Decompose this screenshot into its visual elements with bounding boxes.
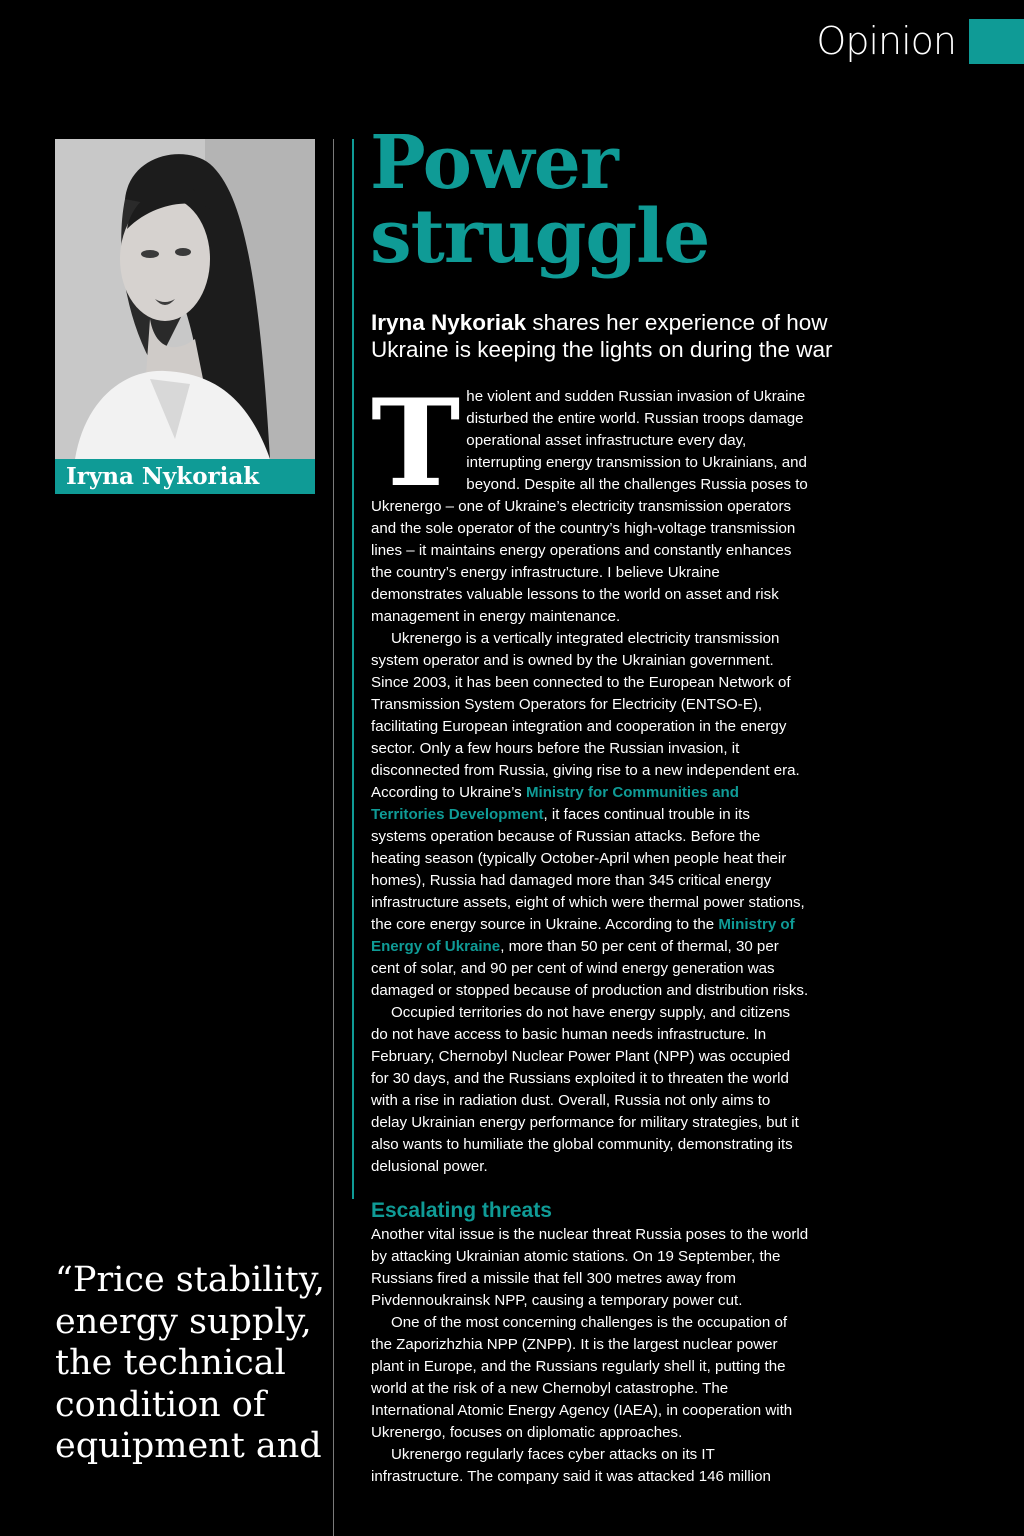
paragraph-2-text-b: , it faces continual trouble in its systems operation because of Russian attacks. Before the heating season (typically October-April when people heat their homes), Russia had damaged more than 345 critical energy infrastructure assets, eight of which were thermal power stations, the core energy source in Ukraine. According to the [371,806,805,933]
subheading: Escalating threats [371,1199,552,1222]
paragraph-4: Another vital issue is the nuclear threat Russia poses to the world by attacking Ukrainian atomic stations. On 19 September, the Russians fired a missile that fell 300 metres away from Pivdennoukrainsk NPP, causing a temporary power cut. [371,1226,809,1309]
headline-line-2: struggle [370,194,710,280]
paragraph-3: Occupied territories do not have energy supply, and citizens do not have access to basic human needs infrastructure. In February, Chernobyl Nuclear Power Plant (NPP) was occupied for 30 days, and the Russians exploited it to threaten the world with a rise in radiation dust. Overall, Russia not only aims to delay Ukrainian energy performance for military strategies, but it also wants to humiliate the global community, demonstrating its delusional power. [371,1004,799,1175]
article-body [371,373,809,1488]
headline [370,120,830,280]
paragraph-2-text-c: , more than 50 per cent of thermal, 30 per cent of solar, and 90 per cent of wind energy generation was damaged or stopped because of production and distribution risks. [371,938,809,999]
link-ministry-communities[interactable]: Ministry for Communities and Territories Development [371,784,739,823]
author-caption: Iryna Nykoriak [55,459,315,494]
drop-cap: T [371,373,461,514]
section-label: Opinion [816,19,956,63]
paragraph-2-text-a: Ukrenergo is a vertically integrated electricity transmission system operator and is owned by the Ukrainian government. Since 2003, it has been connected to the European Network of Transmission System Operators for Electricity (ENTSO-E), facilitating European integration and cooperation in the energy sector. Only a few hours before the Russian invasion, it disconnected from Russia, giving rise to a new independent era. According to Ukraine’s [371,630,800,801]
standfirst-author: Iryna Nykoriak [371,310,527,335]
section-tab [969,19,1024,64]
column-divider [333,139,334,1536]
link-ministry-energy[interactable]: Ministry of Energy of Ukraine [371,916,795,955]
pull-quote: “Price stability, energy supply, the technical condition of equipment and [55,1260,326,1466]
standfirst-text: shares her experience of how Ukraine is keeping the lights on during the war [371,310,833,362]
headline-line-1: Power [370,120,618,206]
accent-rule [352,139,354,1199]
paragraph-2 [371,628,809,1002]
portrait-illustration [55,139,315,459]
paragraph-1: he violent and sudden Russian invasion of Ukraine disturbed the entire world. Russian troops damage operational asset infrastructure every day, interrupting energy transmission to Ukrainians, and beyond. Despite all the challenges Russia poses to Ukrenergo – one of Ukraine’s electricity transmission operators and the sole operator of the country’s high-voltage transmission lines – it maintains energy operations and constantly enhances the country’s energy infrastructure. I believe Ukraine demonstrates valuable lessons to the world on asset and risk management in energy maintenance. [371,388,808,625]
paragraph-6: Ukrenergo regularly faces cyber attacks on its IT infrastructure. The company said it was attacked 146 million [371,1446,771,1485]
paragraph-5: One of the most concerning challenges is the occupation of the Zaporizhzhia NPP (ZNPP). It is the largest nuclear power plant in Europe, and the Russians regularly shell it, putting the world at the risk of a new Chernobyl catastrophe. The International Atomic Energy Agency (IAEA), in cooperation with Ukrenergo, focuses on diplomatic approaches. [371,1314,793,1441]
standfirst [371,310,851,363]
author-photo [55,139,315,459]
